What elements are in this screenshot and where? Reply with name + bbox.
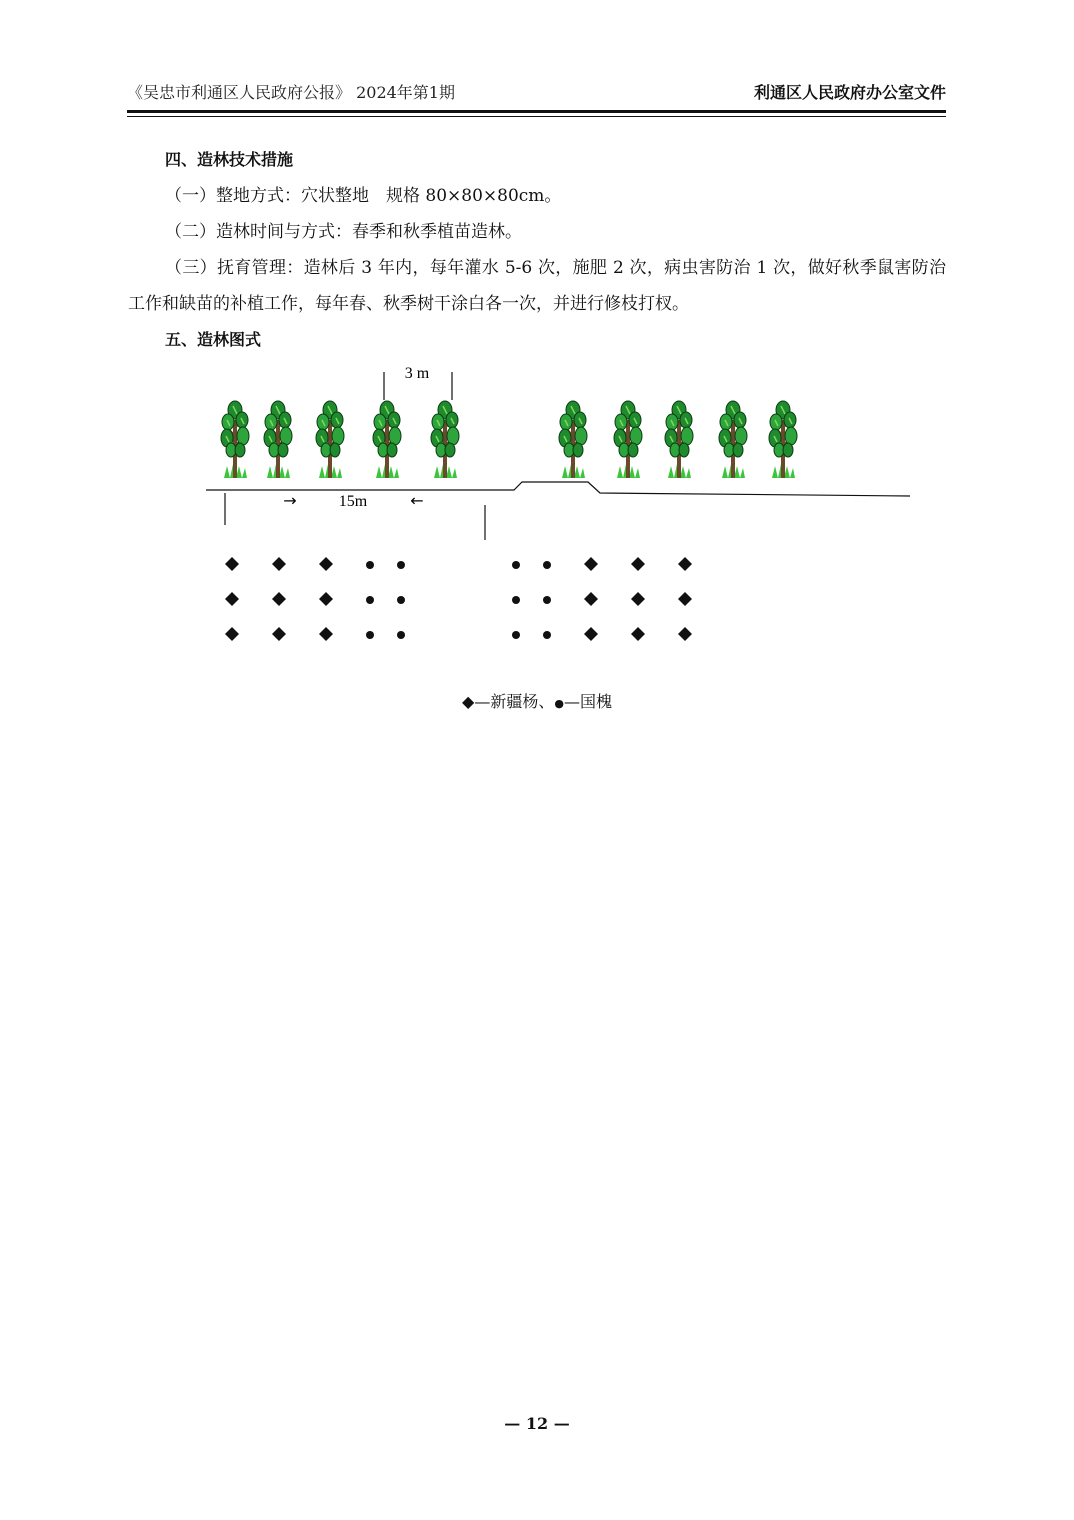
header-rule-thick (127, 110, 946, 113)
tree-3 (316, 401, 344, 478)
plan-diamonds-right (584, 557, 692, 641)
planting-diagram (200, 360, 920, 660)
tree-8 (665, 401, 693, 478)
tree-9 (719, 401, 747, 478)
header-issuer: 利通区人民政府办公室文件 (753, 83, 946, 102)
plan-dots-left (366, 561, 405, 639)
section-5-title: 五、造林图式 (165, 330, 262, 349)
ground-line (206, 482, 910, 496)
tree-4 (373, 401, 401, 478)
planting-time-item: （二）造林时间与方式：春季和秋季植苗造林。 (165, 222, 522, 242)
tree-5 (431, 401, 459, 478)
site-prep-item: （一）整地方式：穴状整地 规格 80×80×80cm。 (165, 186, 562, 206)
diamond-legend-label: —新疆杨、 (474, 692, 555, 711)
band-arrow-right: → (283, 491, 297, 510)
header-publication: 《吴忠市利通区人民政府公报》 2024年第1期 (127, 83, 455, 102)
page-header (127, 80, 946, 106)
spacing-label: 3 m (404, 365, 430, 382)
band-arrow-left: ← (410, 491, 424, 510)
section-4 (128, 142, 946, 358)
tree-2 (264, 401, 292, 478)
diamond-legend-icon: ◆ (462, 692, 475, 711)
tree-6 (559, 401, 587, 478)
dot-legend-label: —国槐 (563, 692, 612, 711)
band-label: 15m (338, 493, 368, 510)
plan-diamonds-left (225, 557, 333, 641)
tree-7 (614, 401, 642, 478)
tending-management-item: （三）抚育管理：造林后 3 年内，每年灌水 5-6 次，施肥 2 次，病虫害防治 1 次，做好秋季鼠害防治工作和缺苗的补植工作，每年春、秋季树干涂白各一次，并进行修枝打杈。 (128, 258, 946, 314)
page-number: — 12 — (504, 1414, 570, 1433)
diagram-legend (0, 689, 1074, 712)
tree-1 (221, 401, 249, 478)
header-rule-thin (127, 116, 946, 117)
plan-dots-right (512, 561, 551, 639)
section-4-title: 四、造林技术措施 (165, 150, 294, 169)
dot-legend-icon: ● (554, 697, 564, 710)
tree-10 (769, 401, 797, 478)
